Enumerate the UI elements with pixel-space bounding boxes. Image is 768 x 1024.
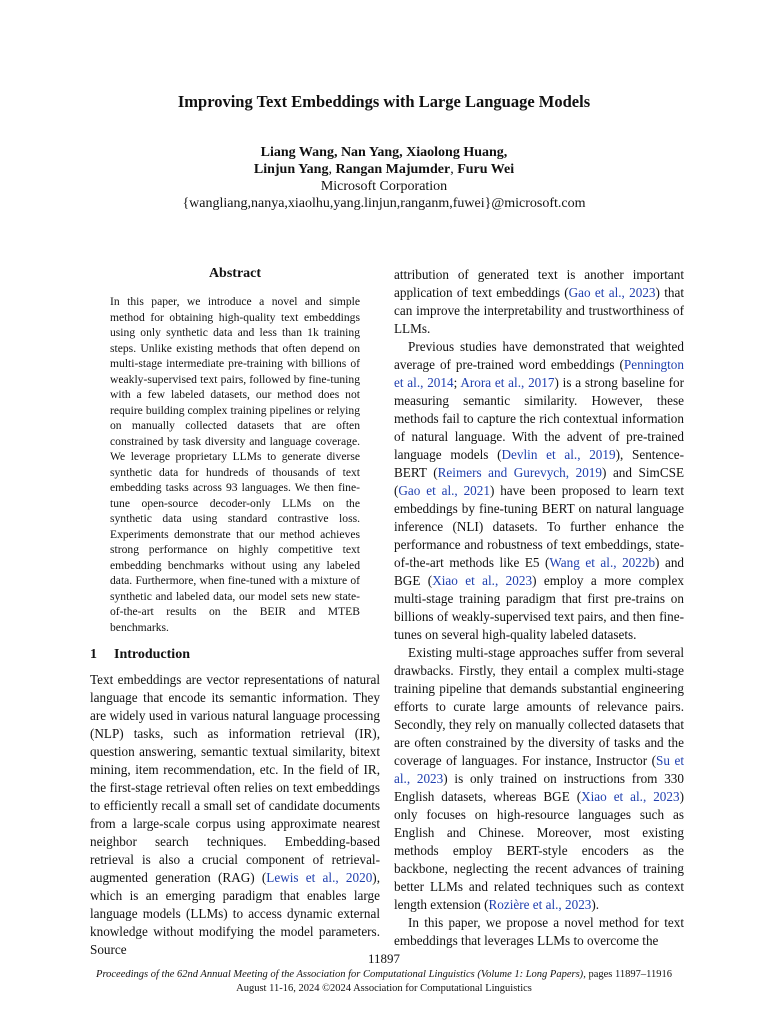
paper-title: Improving Text Embeddings with Large Language Models <box>177 92 591 111</box>
citation-link[interactable]: Gao et al., 2023 <box>568 285 656 300</box>
text-run: ) is a strong baseline for measuring semantic similarity. However, these methods fail to capture the rich contextual information of natural language. With the advent of pre-trained language models ( <box>394 375 685 462</box>
section-title: Introduction <box>114 647 190 662</box>
right-column <box>394 266 684 950</box>
footer-date-line: August 11-16, 2024 ©2024 Association for Computational Linguistics <box>236 983 532 994</box>
citation-link[interactable]: Wang et al., 2022b <box>549 555 656 570</box>
citation-link[interactable]: Xiao et al., 2023 <box>581 789 680 804</box>
text-run: ) employ a more complex multi-stage training paradigm that first pre-trains on billions of weakly-supervised text pairs, and then fine-tunes on several high-quality labeled datasets. <box>394 573 685 642</box>
citation-link[interactable]: Rozière et al., 2023 <box>488 897 592 912</box>
text-run: Previous studies have demonstrated that weighted average of pre-trained word embeddings ( <box>394 339 684 372</box>
right-paragraph-2 <box>394 644 684 914</box>
abstract <box>90 294 380 635</box>
citation-link[interactable]: Pennington et al., 2014 <box>394 357 684 390</box>
citation-link[interactable]: Lewis et al., 2020 <box>266 870 373 885</box>
citation-link[interactable]: Arora et al., 2017 <box>460 375 555 390</box>
right-paragraph-3: In this paper, we propose a novel method for text embeddings that leverages LLMs to overcome the <box>394 915 684 948</box>
citation-link[interactable]: Reimers and Gurevych, 2019 <box>437 465 602 480</box>
abstract-text: In this paper, we introduce a novel and simple method for obtaining high-quality text embeddings using only synthetic data and less than 1k training steps. Unlike existing methods that often depend on multi-stage intermediate pre-training with billions of weakly-supervised text pairs, followed by fine-tuning with a few labeled datasets, our method does not require building complex training pipelines or relying on manually collected datasets that are often constrained by task diversity and language coverage. We leverage proprietary LLMs to generate diverse synthetic data for hundreds of thousands of text embedding tasks across 93 languages. We then fine-tune open-source decoder-only LLMs on the synthetic data using standard contrastive loss. Experiments demonstrate that our method achieves strong performance on highly competitive text embedding benchmarks without using any labeled data. Furthermore, when fine-tuned with a mixture of synthetic and labeled data, our model sets new state-of-the-art results on the BEIR and MTEB benchmarks. <box>110 295 360 634</box>
text-run: ; <box>453 375 461 390</box>
text-run: attribution of generated text is another important application of text embeddings ( <box>394 267 684 300</box>
author-line-2 <box>0 161 768 178</box>
citation-link[interactable]: Devlin et al., 2019 <box>501 447 616 462</box>
citation-link[interactable]: Gao et al., 2021 <box>398 483 490 498</box>
text-run: Existing multi-stage approaches suffer from several drawbacks. Firstly, they entail a complex multi-stage training pipeline that demands substantial engineering efforts to curate large amounts of relevance pairs. Secondly, they rely on manually collected datasets that are often constrained by the diversity of tasks and the coverage of languages. For instance, Instructor ( <box>394 645 684 768</box>
text-run: ) is only trained on instructions from 330 English datasets, whereas BGE ( <box>394 771 684 804</box>
text-run: ) that can improve the interpretability and trustworthiness of LLMs. <box>394 285 684 336</box>
abstract-heading: Abstract <box>208 266 262 281</box>
author-linjun-yang: Linjun Yang <box>253 162 329 177</box>
author-line-1: Liang Wang, Nan Yang, Xiaolong Huang, <box>260 145 508 160</box>
text-run: ) and BGE ( <box>394 555 685 588</box>
right-paragraph-1 <box>394 338 684 644</box>
author-emails: {wangliang,nanya,xiaolhu,yang.linjun,ranganm,fuwei}@microsoft.com <box>182 196 586 211</box>
footer-venue-line <box>0 968 768 982</box>
citation-link[interactable]: Su et al., 2023 <box>394 753 684 786</box>
text-run: Text embeddings are vector representations of natural language that encode its semantic information. They are widely used in various natural language processing (NLP) tasks, such as information retrieval (IR), question answering, semantic textual similarity, bitext mining, item recommendation, etc. In the field of IR, the first-stage retrieval often relies on text embeddings to efficiently recall a small set of candidate documents from a large-scale corpus using approximate nearest neighbor search techniques. Embedding-based retrieval is also a crucial component of retrieval-augmented generation (RAG) ( <box>90 672 380 885</box>
text-run: ) have been proposed to learn text embeddings by fine-tuning BERT on natural language inference (NLI) datasets. To further enhance the performance and robustness of text embeddings, state-of-the-art methods like E5 ( <box>394 483 684 570</box>
author-block <box>0 144 768 212</box>
text-run: ), Sentence-BERT ( <box>394 447 684 480</box>
author-separator: , <box>328 162 336 177</box>
page-range: , pages 11897–11916 <box>583 969 672 980</box>
author-rangan-majumder: Rangan Majumder <box>335 162 451 177</box>
left-column <box>90 266 380 959</box>
section-heading-introduction <box>90 647 380 663</box>
page-number: 11897 <box>367 951 401 966</box>
venue-name: Proceedings of the 62nd Annual Meeting of the Association for Computational Linguistics (Volume 1: Long Papers) <box>96 969 584 980</box>
text-run: ) only focuses on high-resource languages such as English and Chinese. Moreover, most existing methods employ BERT-style encoders as the backbone, neglecting the recent advances of training better LLMs and related techniques such as context length extension ( <box>394 789 684 912</box>
citation-link[interactable]: Xiao et al., 2023 <box>432 573 533 588</box>
affiliation: Microsoft Corporation <box>320 179 448 194</box>
text-run: ). <box>591 897 600 912</box>
text-run: ), which is an emerging paradigm that enables large language models (LLMs) to access dynamic external knowledge without modifying the model parameters. Source <box>90 870 380 957</box>
author-furu-wei: Furu Wei <box>457 162 515 177</box>
section-number: 1 <box>90 647 97 662</box>
intro-paragraph-1 <box>90 671 380 959</box>
proceedings-footer <box>0 968 768 996</box>
right-paragraph-0 <box>394 266 684 338</box>
author-separator: , <box>450 162 458 177</box>
text-run: ) and SimCSE ( <box>394 465 684 498</box>
